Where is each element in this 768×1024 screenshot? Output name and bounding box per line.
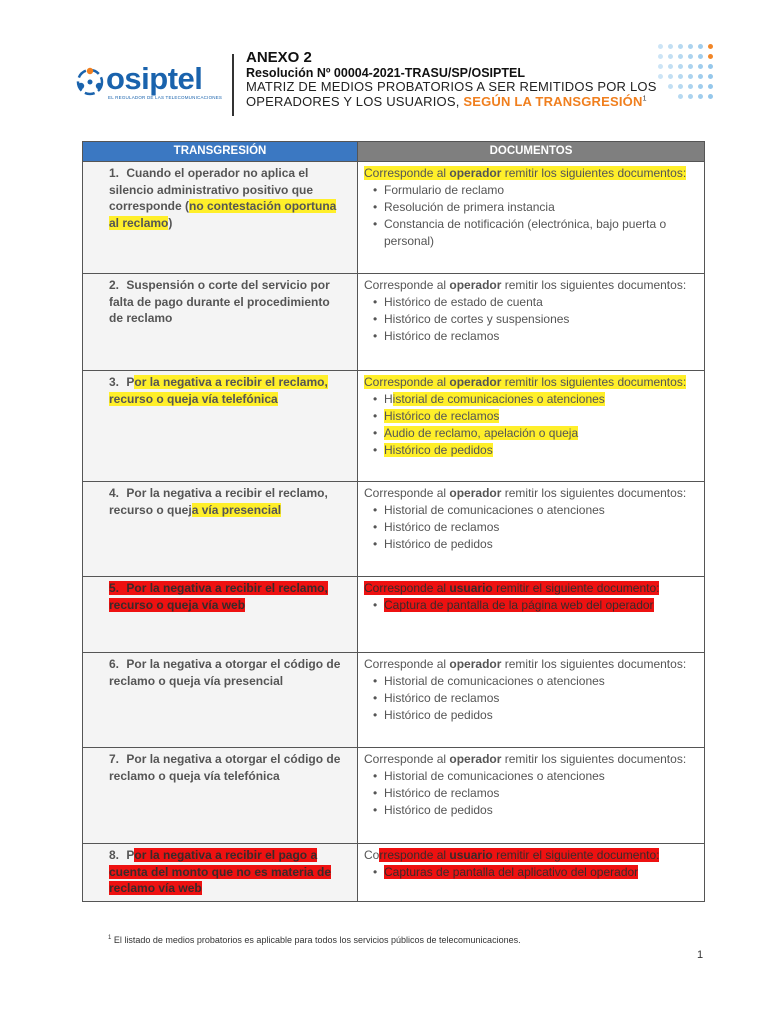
evidence-matrix-table <box>82 141 705 902</box>
decorative-dot <box>698 84 703 89</box>
list-item: • Histórico de reclamos <box>384 519 698 536</box>
list-item: • Histórico de reclamos <box>384 690 698 707</box>
documents-cell <box>358 162 705 274</box>
row-number: 4. <box>109 486 120 500</box>
transgression-text: Cuando el operador no aplica el silencio administrativo positivo que corresponde ( <box>109 166 314 213</box>
table-row <box>83 162 705 274</box>
documents-cell <box>358 653 705 748</box>
highlight-yellow <box>364 166 686 180</box>
row-number: 6. <box>109 657 120 671</box>
list-item: • Histórico de reclamos <box>384 328 698 345</box>
list-item: • Histórico de cortes y suspensiones <box>384 311 698 328</box>
decorative-dot <box>688 44 693 49</box>
table-row <box>83 274 705 371</box>
transgression-text: Por la negativa a recibir el reclamo, recurso o quej <box>109 486 328 517</box>
row-number: 7. <box>109 752 120 766</box>
logo-people-icon <box>78 68 102 94</box>
transgression-cell <box>83 371 358 482</box>
documents-list <box>364 597 698 614</box>
decorative-dot <box>688 94 693 99</box>
transgression-text-end: ) <box>168 215 173 230</box>
transgression-cell <box>83 274 358 371</box>
documents-intro-end: remitir los siguientes documentos: <box>501 166 687 180</box>
decorative-dot <box>668 44 673 49</box>
row-number: 8. <box>109 848 120 862</box>
documents-intro: Corresponde al <box>364 581 450 595</box>
matrix-title-line2 <box>246 95 657 109</box>
list-item <box>384 425 698 442</box>
decorative-dot <box>708 74 713 79</box>
decorative-dot <box>658 54 663 59</box>
responsible-party: usuario <box>449 581 493 595</box>
row-number: 2. <box>109 278 120 292</box>
header-text <box>246 50 657 109</box>
decorative-dot <box>678 94 683 99</box>
highlight-red: Captura de pantalla de la página web del operador <box>384 598 654 612</box>
documents-list <box>364 864 698 881</box>
documents-intro: Corresponde al <box>364 375 450 389</box>
decorative-dot <box>678 54 683 59</box>
decorative-dot <box>668 64 673 69</box>
row-number: 5. <box>109 581 120 595</box>
highlight-yellow: no contestación oportuna al reclamo <box>109 199 337 230</box>
list-item: • Historial de comunicaciones o atenciones <box>384 768 698 785</box>
decorative-dot <box>658 74 663 79</box>
documents-intro: Corresponde al <box>364 166 450 180</box>
table-row <box>83 844 705 902</box>
document-header <box>0 0 768 130</box>
list-item: • Histórico de estado de cuenta <box>384 294 698 311</box>
documents-intro: Corresponde al <box>364 278 450 292</box>
list-item <box>384 391 698 408</box>
footnote-text: El listado de medios probatorios es aplicable para todos los servicios públicos de telecomunicaciones. <box>113 935 521 945</box>
documents-intro: Corresponde al <box>364 486 450 500</box>
decorative-dot <box>698 54 703 59</box>
decorative-dot <box>688 64 693 69</box>
decorative-dot <box>708 94 713 99</box>
decorative-dot <box>698 44 703 49</box>
transgression-text: Por la negativa a recibir el reclamo, recurso o queja vía web <box>109 581 328 612</box>
resolution-number: Resolución Nº 00004-2021-TRASU/SP/OSIPTEL <box>246 65 525 80</box>
decorative-dot <box>708 84 713 89</box>
table-row <box>83 482 705 577</box>
list-item: • Constancia de notificación (electrónica, bajo puerta o personal) <box>384 216 698 250</box>
transgression-text: P <box>126 375 135 389</box>
decorative-dot <box>668 84 673 89</box>
highlight-yellow: a vía presencial <box>191 502 282 517</box>
table-row <box>83 653 705 748</box>
documents-cell <box>358 844 705 902</box>
decorative-dot <box>678 64 683 69</box>
responsible-party: operador <box>449 657 502 671</box>
documents-intro-end: remitir los siguientes documentos: <box>501 486 687 500</box>
decorative-dot <box>708 44 713 49</box>
responsible-party: usuario <box>449 848 493 862</box>
transgression-cell <box>83 482 358 577</box>
footnote-marker: 1 <box>108 935 112 941</box>
header-divider <box>232 54 234 116</box>
documents-cell <box>358 748 705 844</box>
table-header-row <box>83 142 705 162</box>
documents-list <box>364 182 698 250</box>
transgression-text: Suspensión o corte del servicio por falta de pago durante el procedimiento de reclamo <box>109 278 330 325</box>
responsible-party: operador <box>449 166 502 180</box>
transgression-cell <box>83 577 358 653</box>
transgression-cell <box>83 748 358 844</box>
transgression-cell <box>83 162 358 274</box>
documents-intro-end: remitir los siguientes documentos: <box>501 752 687 766</box>
responsible-party: operador <box>449 375 502 389</box>
transgression-cell <box>83 653 358 748</box>
decorative-dot <box>708 54 713 59</box>
decorative-dot <box>658 44 663 49</box>
documents-intro-end: remitir el siguiente documento: <box>492 581 660 595</box>
row-number: 3. <box>109 375 120 389</box>
list-item: • Historial de comunicaciones o atenciones <box>384 502 698 519</box>
documents-intro: Corresponde al <box>364 752 450 766</box>
documents-intro-end: remitir los siguientes documentos: <box>501 375 687 389</box>
table-row <box>83 371 705 482</box>
row-number: 1. <box>109 166 120 180</box>
highlight-yellow: or la negativa a recibir el reclamo, recurso o queja vía telefónica <box>109 375 328 406</box>
list-item <box>384 597 698 614</box>
highlight-yellow: istorial de comunicaciones o atenciones <box>392 392 605 406</box>
decorative-dot <box>688 74 693 79</box>
highlight-yellow: Histórico de pedidos <box>384 443 493 457</box>
documents-list <box>364 391 698 459</box>
transgression-text: Por la negativa a otorgar el código de reclamo o queja vía telefónica <box>109 752 341 783</box>
footnote <box>108 935 521 945</box>
anexo-title: ANEXO 2 <box>246 49 312 66</box>
decorative-dot <box>678 84 683 89</box>
list-item: • Resolución de primera instancia <box>384 199 698 216</box>
documents-intro: Corresponde al <box>364 657 450 671</box>
brand-tagline: EL REGULADOR DE LAS TELECOMUNICACIONES <box>108 95 223 100</box>
decorative-dot <box>668 54 673 59</box>
transgression-text: Por la negativa a otorgar el código de reclamo o queja vía presencial <box>109 657 341 688</box>
decorative-dot <box>658 64 663 69</box>
documents-intro-end: remitir los siguientes documentos: <box>501 278 687 292</box>
documents-cell <box>358 274 705 371</box>
brand-wordmark: osiptel <box>106 61 203 96</box>
item-text: H <box>384 392 393 406</box>
list-item: • Histórico de pedidos <box>384 802 698 819</box>
highlight-red <box>379 848 659 862</box>
decorative-dot <box>688 54 693 59</box>
matrix-title-line1: MATRIZ DE MEDIOS PROBATORIOS A SER REMITIDOS POR LOS <box>246 79 657 95</box>
decorative-dot <box>678 44 683 49</box>
documents-cell <box>358 371 705 482</box>
responsible-party: operador <box>449 278 502 292</box>
documents-list <box>364 673 698 724</box>
page-number: 1 <box>697 949 704 961</box>
documents-list <box>364 294 698 345</box>
decorative-dot <box>698 94 703 99</box>
highlight-yellow <box>364 375 686 389</box>
list-item: • Histórico de reclamos <box>384 785 698 802</box>
highlight-red <box>109 581 328 612</box>
documents-intro: Co <box>364 848 380 862</box>
header-transgresion: TRANSGRESIÓN <box>83 142 358 162</box>
highlight-red: Capturas de pantalla del aplicativo del operador <box>384 865 639 879</box>
list-item: • Histórico de pedidos <box>384 536 698 553</box>
documents-cell <box>358 577 705 653</box>
transgression-text: P <box>126 848 135 862</box>
decorative-dot <box>688 84 693 89</box>
decorative-dot <box>668 74 673 79</box>
list-item: • Histórico de pedidos <box>384 707 698 724</box>
decorative-dot <box>698 74 703 79</box>
documents-list <box>364 502 698 553</box>
documents-intro-end: remitir el siguiente documento: <box>492 848 660 862</box>
list-item: • Formulario de reclamo <box>384 182 698 199</box>
documents-intro-cont: rresponde al <box>379 848 450 862</box>
transgression-cell <box>83 844 358 902</box>
highlight-red: or la negativa a recibir el pago a cuenta del monto que no es materia de reclamo vía web <box>109 848 332 895</box>
matrix-title-highlight: SEGÚN LA TRANSGRESIÓN <box>463 93 643 109</box>
documents-intro-end: remitir los siguientes documentos: <box>501 657 687 671</box>
table-row <box>83 748 705 844</box>
decorative-dot <box>708 64 713 69</box>
responsible-party: operador <box>449 752 502 766</box>
decorative-dot-grid <box>658 44 718 114</box>
list-item <box>384 864 698 881</box>
list-item <box>384 442 698 459</box>
documents-cell <box>358 482 705 577</box>
header-documentos: DOCUMENTOS <box>358 142 705 162</box>
decorative-dot <box>698 64 703 69</box>
list-item <box>384 408 698 425</box>
table-row <box>83 577 705 653</box>
responsible-party: operador <box>449 486 502 500</box>
highlight-red <box>364 581 659 595</box>
footnote-ref: 1 <box>642 95 647 103</box>
documents-list <box>364 768 698 819</box>
highlight-yellow: Histórico de reclamos <box>384 409 500 423</box>
highlight-yellow: Audio de reclamo, apelación o queja <box>384 426 579 440</box>
list-item: • Historial de comunicaciones o atenciones <box>384 673 698 690</box>
decorative-dot <box>678 74 683 79</box>
matrix-title-line2-text: OPERADORES Y LOS USUARIOS, <box>246 93 460 109</box>
